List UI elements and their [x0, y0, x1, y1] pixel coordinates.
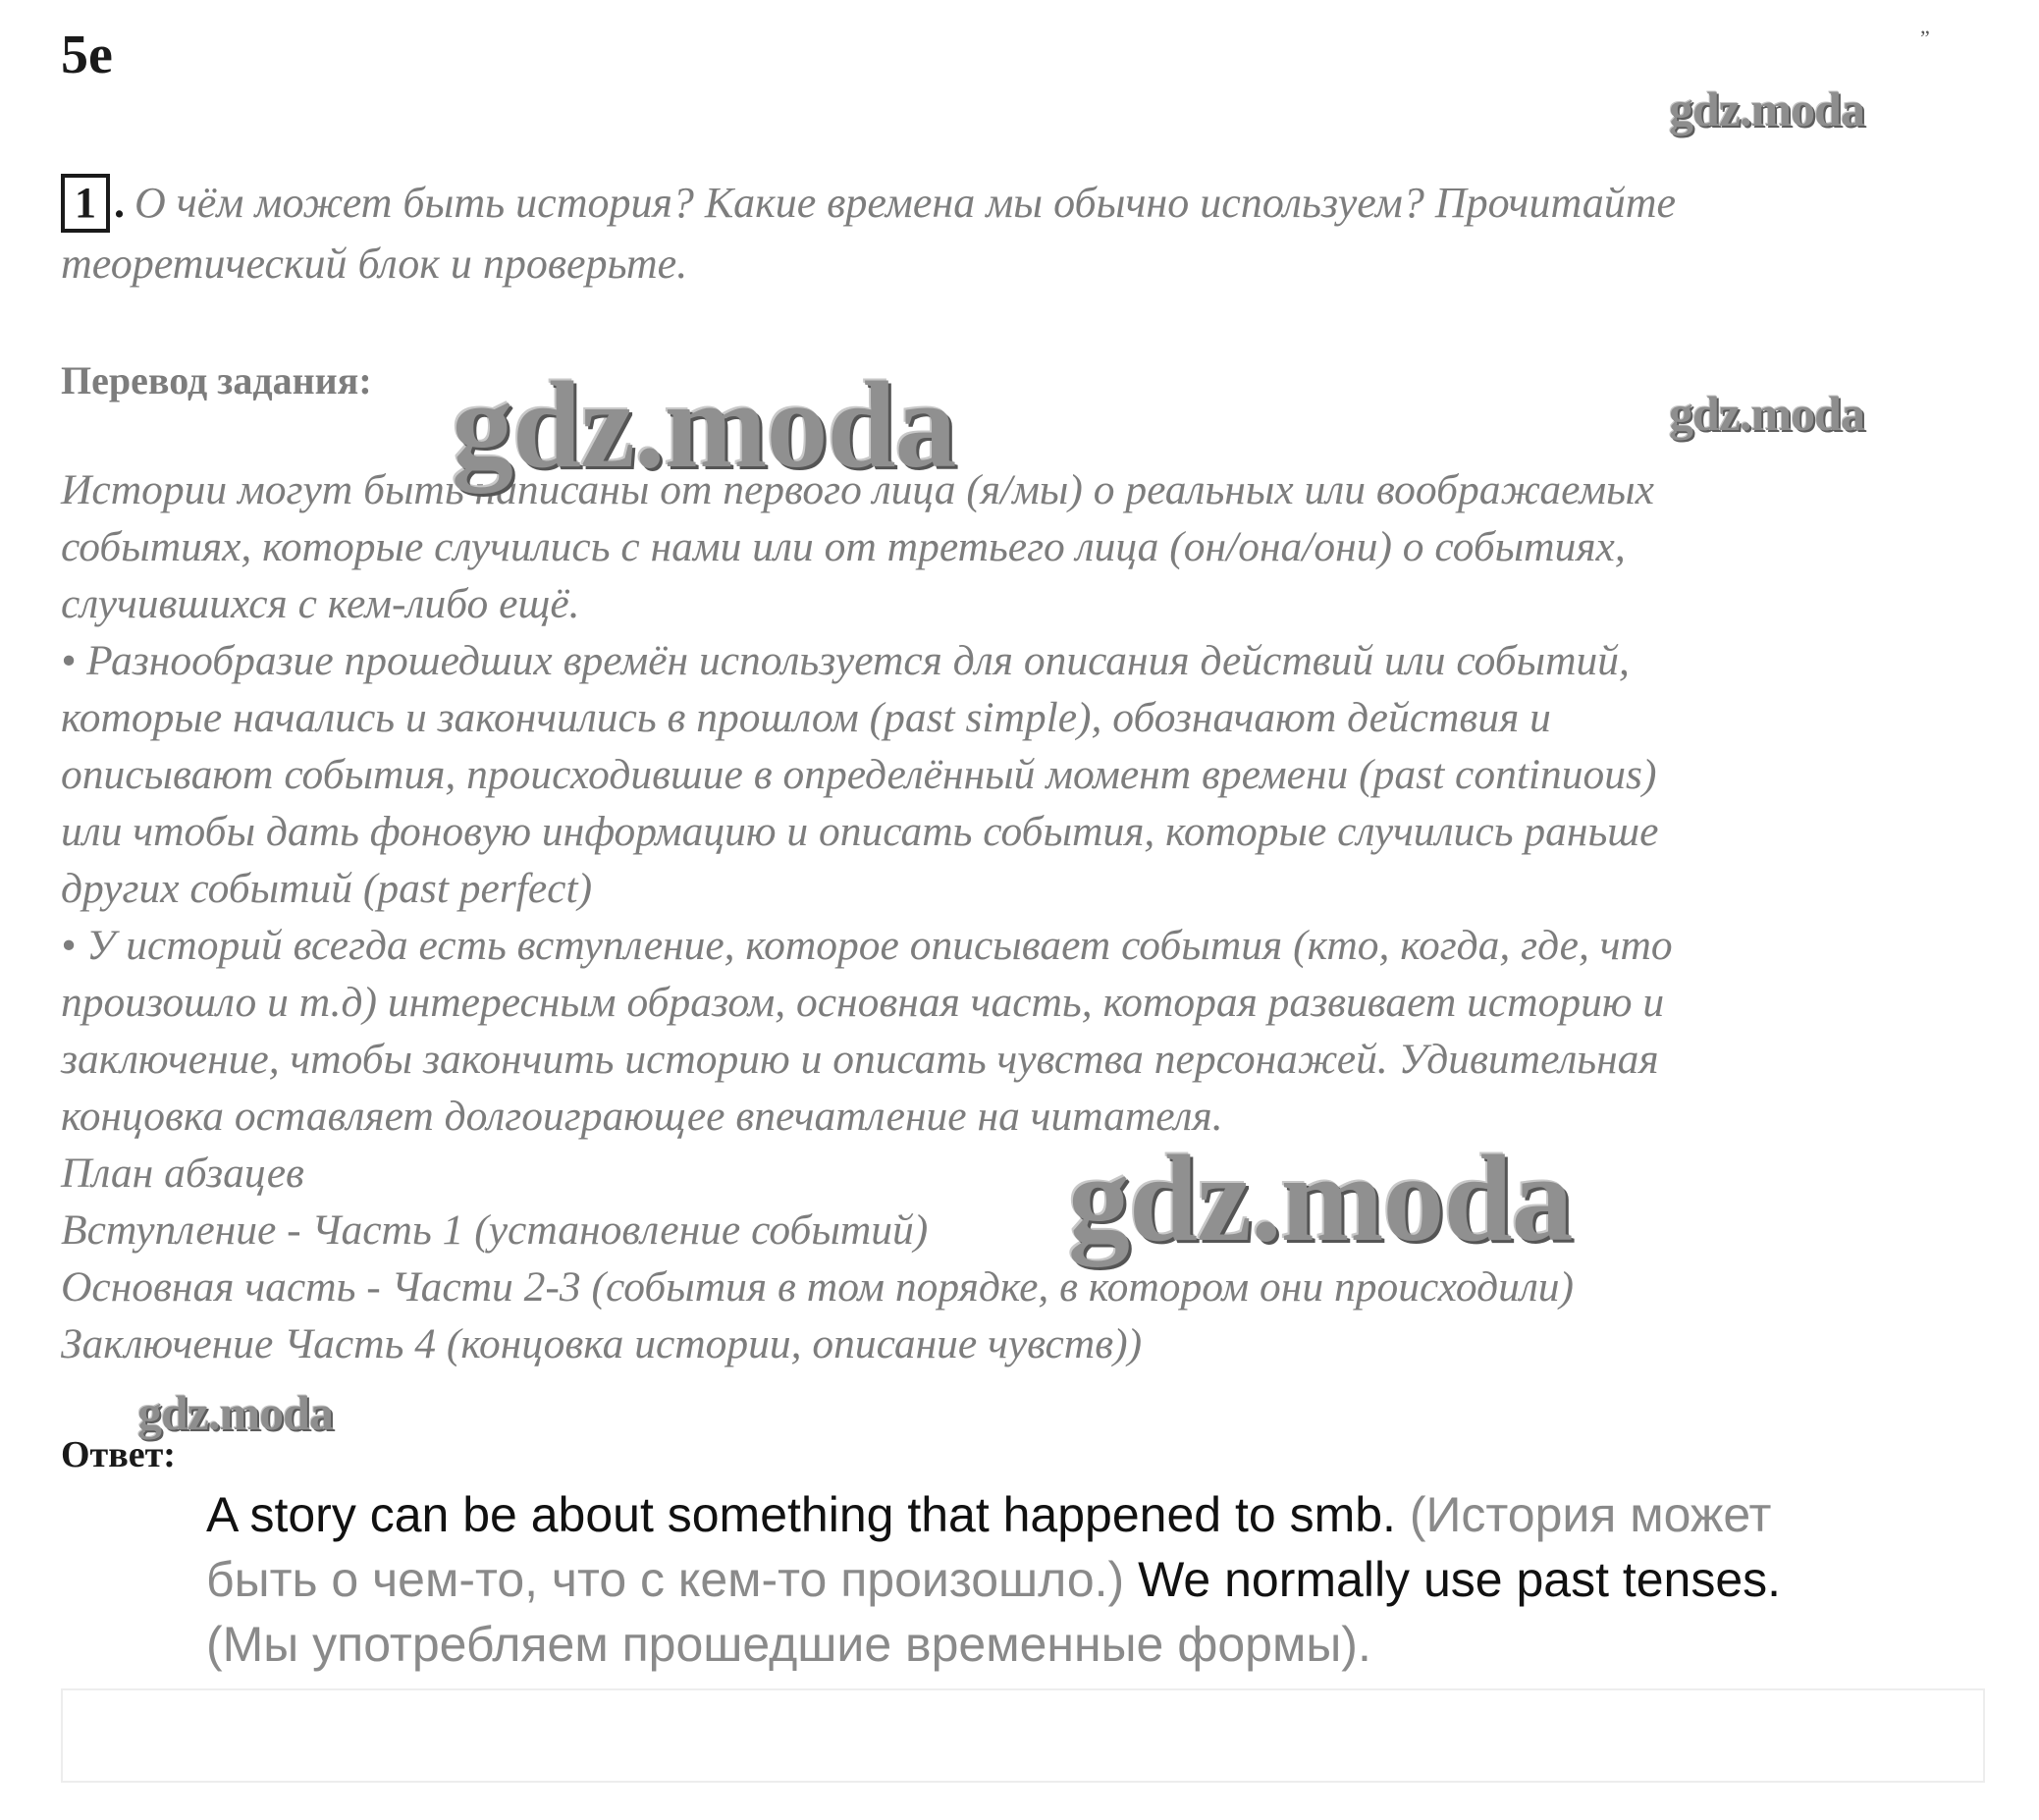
- answer-line: [206, 1612, 1954, 1677]
- section-code: 5e: [61, 25, 113, 85]
- answer-line: [206, 1547, 1954, 1612]
- task-number-box: 1: [61, 174, 110, 233]
- paragraph-plan-item: Заключение Часть 4 (концовка истории, описание чувств)): [61, 1320, 1143, 1367]
- task-text-line-2: теоретический блок и проверьте.: [61, 240, 688, 288]
- translation-line: произошло и т.д) интересным образом, основная часть, которая развивает историю и: [61, 979, 1665, 1026]
- translation-line: концовка оставляет долгоиграющее впечатление на читателя.: [61, 1093, 1223, 1140]
- task-prompt: [61, 173, 1946, 294]
- answer-russian: быть о чем-то, что с кем-то произошло.): [206, 1552, 1125, 1607]
- task-text-line-1: О чём может быть история? Какие времена мы обычно используем? Прочитайте: [134, 179, 1677, 227]
- corner-mark: ”: [1920, 26, 1930, 50]
- watermark-logo: gdz.moda: [1669, 81, 1864, 136]
- translation-line: описывают события, происходившие в определённый момент времени (past continuous): [61, 751, 1657, 798]
- watermark-logo-large: gdz.moda: [1068, 1131, 1573, 1267]
- paragraph-plan-heading: План абзацев: [61, 1150, 304, 1197]
- answer-english: We normally use past tenses.: [1138, 1552, 1782, 1607]
- translation-line: случившихся с кем-либо ещё.: [61, 580, 580, 627]
- translation-bullet-line: • У историй всегда есть вступление, которое описывает события (кто, когда, где, что: [61, 922, 1673, 969]
- translation-line: заключение, чтобы закончить историю и описать чувства персонажей. Удивительная: [61, 1036, 1659, 1083]
- answer-box-border: [61, 1688, 1985, 1783]
- translation-line: событиях, которые случились с нами или от третьего лица (он/она/они) о событиях,: [61, 523, 1626, 570]
- answer-english: A story can be about something that happened to smb.: [206, 1487, 1396, 1542]
- answer-line: [206, 1482, 1954, 1547]
- paragraph-plan-item: Основная часть - Части 2-3 (события в том порядке, в котором они происходили): [61, 1263, 1575, 1311]
- task-number-dot: .: [114, 179, 125, 227]
- translation-line: Истории могут быть написаны от первого лица (я/мы) о реальных или воображаемых: [61, 466, 1654, 513]
- translation-heading: Перевод задания:: [61, 358, 372, 402]
- answer-russian: (История может: [1409, 1487, 1772, 1542]
- translation-line: или чтобы дать фоновую информацию и описать события, которые случились раньше: [61, 808, 1659, 855]
- translation-line: которые начались и закончились в прошлом (past simple), обозначают действия и: [61, 694, 1551, 741]
- translation-line: других событий (past perfect): [61, 865, 593, 912]
- paragraph-plan-item: Вступление - Часть 1 (установление событий): [61, 1206, 929, 1254]
- translation-text: [61, 461, 1965, 1372]
- answer-russian: (Мы употребляем прошедшие временные формы).: [206, 1617, 1371, 1672]
- answer-heading: Ответ:: [61, 1434, 176, 1475]
- watermark-logo: gdz.moda: [137, 1385, 333, 1440]
- watermark-logo-large: gdz.moda: [452, 357, 956, 494]
- watermark-logo: gdz.moda: [1669, 386, 1864, 441]
- translation-bullet-line: • Разнообразие прошедших времён используется для описания действий или событий,: [61, 637, 1630, 684]
- answer-text: [206, 1482, 1954, 1677]
